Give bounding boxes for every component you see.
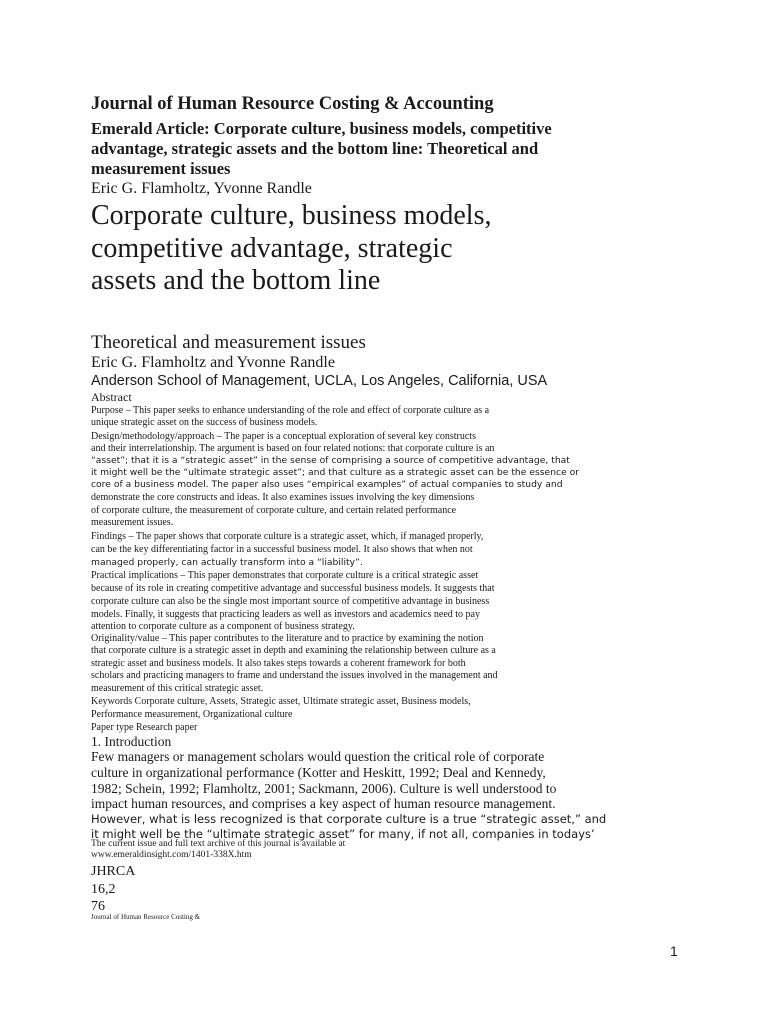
abstract-heading: Abstract (91, 390, 132, 404)
archive-url[interactable]: www.emeraldinsight.com/1401-338X.htm (91, 850, 252, 860)
abstract-line: measurement of this critical strategic asset. (91, 683, 264, 694)
abstract-line: can be the key differentiating factor in a successful business model. It also shows that when not (91, 544, 473, 555)
abstract-line: models. Finally, it suggests that practicing leaders as well as investors and academics need to pay (91, 609, 480, 620)
abstract-line: of corporate culture, the measurement of corporate culture, and certain related performance (91, 505, 457, 516)
article-title: Emerald Article: Corporate culture, business models, competitive advantage, strategic assets and the bottom line: Theoretical and measurement issues (91, 119, 552, 178)
paper-subtitle: Theoretical and measurement issues (91, 332, 366, 353)
author-affiliation: Anderson School of Management, UCLA, Los Angeles, California, USA (91, 373, 548, 389)
archive-note: The current issue and full text archive of this journal is available at (91, 839, 346, 849)
body-line: Few managers or management scholars would question the critical role of corporate (91, 749, 545, 764)
abstract-line: “asset”; that it is a “strategic asset” in the sense of comprising a source of competitive advantage, that (91, 455, 570, 466)
body-line: culture in organizational performance (Kotter and Heskitt, 1992; Deal and Kennedy, (91, 765, 546, 780)
journal-title: Journal of Human Resource Costing & Accounting (91, 94, 494, 114)
body-line: 1982; Schein, 1992; Flamholtz, 2001; Sackmann, 2006). Culture is well understood to (91, 781, 557, 796)
keywords-line: Performance measurement, Organizational culture (91, 709, 293, 720)
paper-authors: Eric G. Flamholtz and Yvonne Randle (91, 354, 335, 371)
page-number: 1 (670, 943, 678, 959)
body-line: it might well be the “ultimate strategic asset” for many, if not all, companies in todays’ (91, 827, 595, 841)
abstract-line: demonstrate the core constructs and ideas. It also examines issues involving the key dimensions (91, 492, 475, 503)
journal-abbrev: JHRCA (91, 864, 136, 879)
abstract-line: core of a business model. The paper also uses “empirical examples” of actual companies to study and (91, 479, 563, 490)
section-heading: 1. Introduction (91, 734, 172, 749)
abstract-line: managed properly, can actually transform into a “liability”. (91, 557, 363, 568)
body-line: impact human resources, and comprises a key aspect of human resource management. (91, 796, 556, 811)
abstract-line: Purpose – This paper seeks to enhance understanding of the role and effect of corporate culture as a (91, 405, 490, 416)
abstract-line: Practical implications – This paper demonstrates that corporate culture is a critical strategic asset (91, 570, 479, 581)
keywords-line: Keywords Corporate culture, Assets, Strategic asset, Ultimate strategic asset, Business models, (91, 696, 471, 707)
abstract-line: because of its role in creating competitive advantage and successful business models. It suggests that (91, 583, 495, 594)
abstract-line: that corporate culture is a strategic asset in depth and examining the relationship between culture as a (91, 645, 496, 656)
abstract-line: Design/methodology/approach – The paper is a conceptual exploration of several key constructs (91, 431, 476, 442)
body-line: However, what is less recognized is that corporate culture is a true “strategic asset,” and (91, 812, 607, 826)
abstract-line: and their interrelationship. The argument is based on four related notions: that corporate culture is an (91, 443, 495, 454)
abstract-line: unique strategic asset on the success of business models. (91, 417, 318, 428)
abstract-line: attention to corporate culture as a component of business strategy. (91, 621, 355, 632)
abstract-line: it might well be the “ultimate strategic asset”; and that culture as a strategic asset can be the essence or (91, 467, 580, 478)
abstract-line: measurement issues. (91, 517, 174, 528)
journal-page: 76 (91, 899, 105, 914)
abstract-line: scholars and practicing managers to frame and understand the issues involved in the management and (91, 670, 498, 681)
paper-type-line: Paper type Research paper (91, 722, 198, 733)
abstract-line: strategic asset and business models. It also takes steps towards a coherent framework for both (91, 658, 466, 669)
paper-title: Corporate culture, business models, competitive advantage, strategic assets and the bottom line (91, 200, 492, 296)
abstract-line: Originality/value – This paper contributes to the literature and to practice by examining the notion (91, 633, 484, 644)
abstract-line: corporate culture can also be the single most important source of competitive advantage in business (91, 596, 490, 607)
journal-volume: 16,2 (91, 882, 116, 897)
header-authors: Eric G. Flamholtz, Yvonne Randle (91, 180, 312, 197)
abstract-line: Findings – The paper shows that corporate culture is a strategic asset, which, if managed properly, (91, 531, 484, 542)
footer-journal: Journal of Human Resource Costing & (91, 913, 201, 921)
